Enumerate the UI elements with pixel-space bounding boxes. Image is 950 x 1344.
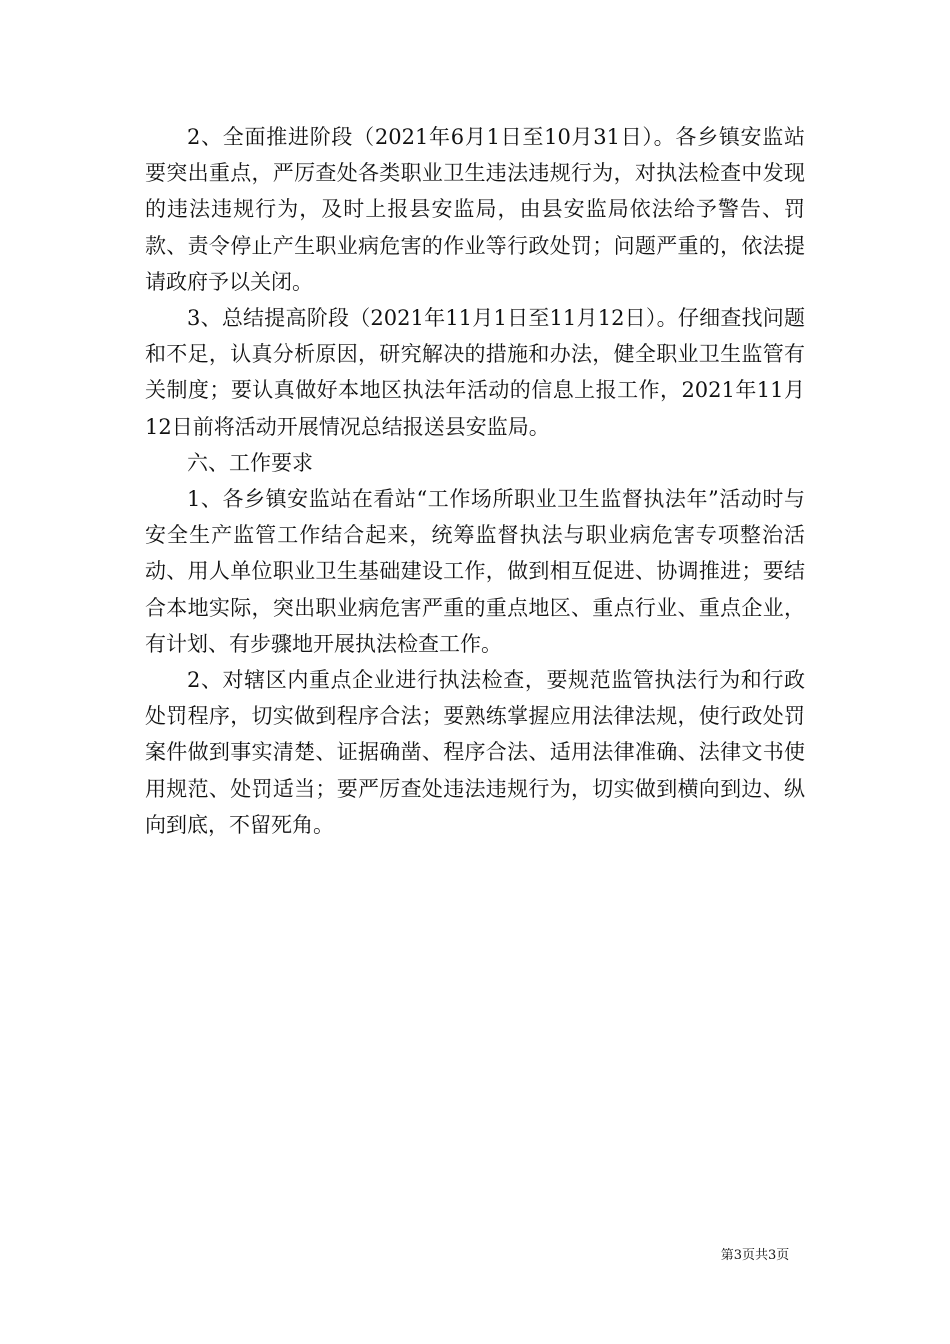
paragraph-phase-3: 3、总结提高阶段（2021年11月1日至11月12日）。仔细查找问题和不足，认真分析原因，研究解决的措施和办法，健全职业卫生监管有关制度；要认真做好本地区执法年活动的信息上报工作，2021年11月12日前将活动开展情况总结报送县安监局。 xyxy=(145,306,805,439)
section-heading-requirements: 六、工作要求 xyxy=(187,450,313,475)
paragraph-requirement-2: 2、对辖区内重点企业进行执法检查，要规范监管执法行为和行政处罚程序，切实做到程序合法；要熟练掌握应用法律法规，使行政处罚案件做到事实清楚、证据确凿、程序合法、适用法律准确、法律文书使用规范、处罚适当；要严厉查处违法违规行为，切实做到横向到边、纵向到底，不留死角。 xyxy=(145,668,805,837)
paragraph-requirement-1: 1、各乡镇安监站在看站“工作场所职业卫生监督执法年”活动时与安全生产监管工作结合起来，统筹监督执法与职业病危害专项整治活动、用人单位职业卫生基础建设工作，做到相互促进、协调推进；要结合本地实际，突出职业病危害严重的重点地区、重点行业、重点企业，有计划、有步骤地开展执法检查工作。 xyxy=(145,487,805,656)
page-number-footer: 第3页共3页 xyxy=(720,1248,790,1263)
document-body xyxy=(145,119,805,843)
paragraph-phase-2: 2、全面推进阶段（2021年6月1日至10月31日）。各乡镇安监站要突出重点，严厉查处各类职业卫生违法违规行为，对执法检查中发现的违法违规行为，及时上报县安监局，由县安监局依法给予警告、罚款、责令停止产生职业病危害的作业等行政处罚；问题严重的，依法提请政府予以关闭。 xyxy=(145,125,805,294)
